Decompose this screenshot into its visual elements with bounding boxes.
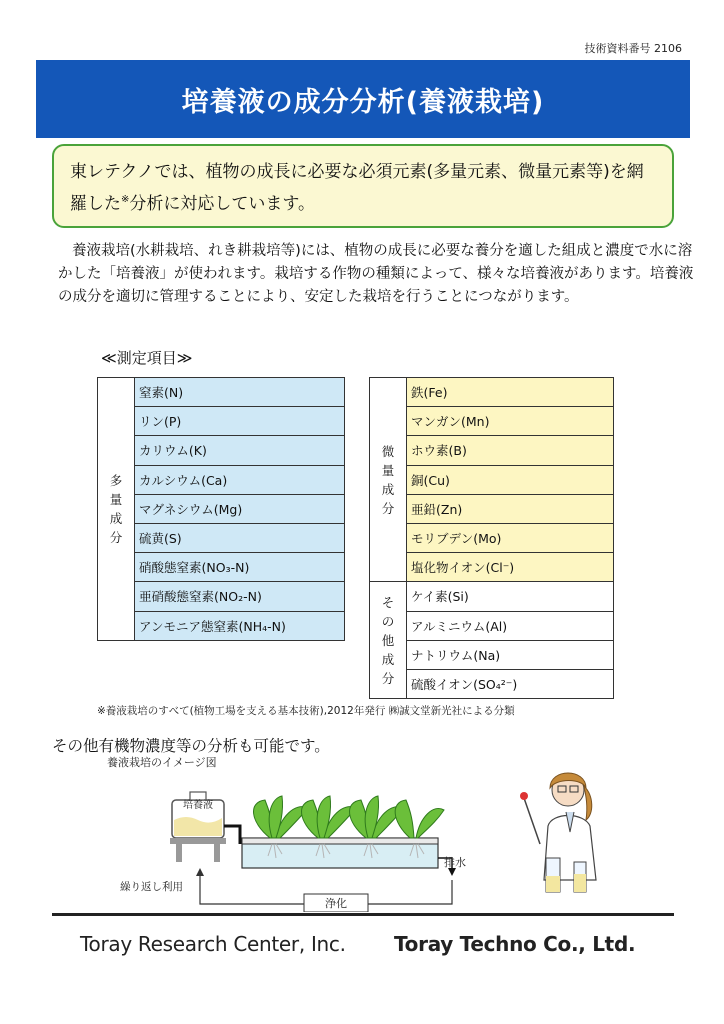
table-cell: 銅(Cu) (407, 465, 614, 494)
intro-paragraph: 養液栽培(水耕栽培、れき耕栽培等)には、植物の成長に必要な養分を適した組成と濃度で水に溶かした「培養液」が使われます。栽培する作物の種類によって、様々な培養液があります。培養液の成分を適切に管理することにより、安定した栽培を行うことにつながります。 (58, 243, 694, 305)
document-number: 技術資料番号 2106 (584, 42, 682, 55)
purify-label: 浄化 (325, 897, 347, 910)
table-cell: モリブデン(Mo) (407, 523, 614, 552)
table-cell: カルシウム(Ca) (135, 465, 345, 494)
micro-other-components-table (369, 377, 614, 699)
table-cell: 鉄(Fe) (407, 378, 614, 407)
micro-category-cell (370, 378, 407, 582)
hydroponics-illustration (100, 762, 620, 912)
table-cell: リン(P) (135, 407, 345, 436)
lead-note-mark: ※ (121, 194, 130, 205)
tank-label: 培養液 (183, 800, 213, 811)
table-cell: マグネシウム(Mg) (135, 494, 345, 523)
illustration-caption: 養液栽培のイメージ図 (107, 756, 217, 769)
lead-summary-box (52, 144, 674, 228)
table-cell: マンガン(Mn) (407, 407, 614, 436)
table-cell: 硝酸態窒素(NO₃-N) (135, 553, 345, 582)
table-cell: 亜鉛(Zn) (407, 494, 614, 523)
micro-category-label: 微量成分 (381, 443, 395, 516)
table-cell: 窒素(N) (135, 378, 345, 407)
growing-trough (242, 838, 438, 868)
table-cell: カリウム(K) (135, 436, 345, 465)
macro-category-label: 多量成分 (109, 472, 123, 545)
macro-components-table (97, 377, 345, 641)
table-cell: 亜硝酸態窒素(NO₂-N) (135, 582, 345, 611)
title-banner (36, 60, 690, 138)
footer-divider (52, 913, 674, 916)
page-title: 培養液の成分分析(養液栽培) (181, 86, 545, 118)
table-cell: アルミニウム(Al) (407, 611, 614, 640)
company-name-techno: Toray Techno Co., Ltd. (394, 932, 636, 956)
drain-label: 排水 (444, 856, 466, 869)
recycle-label: 繰り返し利用 (120, 881, 183, 893)
table-cell: 硫黄(S) (135, 523, 345, 552)
lettuce-plants (254, 796, 444, 838)
macro-category-cell (98, 378, 135, 641)
measurement-items-heading: ≪測定項目≫ (101, 349, 193, 367)
other-analysis-note: その他有機物濃度等の分析も可能です。 (52, 737, 330, 755)
table-cell: アンモニア態窒素(NH₄-N) (135, 611, 345, 640)
table-cell: 塩化物イオン(Cl⁻) (407, 553, 614, 582)
other-category-cell (370, 582, 407, 699)
source-footnote: ※養液栽培のすべて(植物工場を支える基本技術),2012年発行 ㈱誠文堂新光社による分類 (97, 705, 515, 717)
table-cell: ナトリウム(Na) (407, 640, 614, 669)
other-category-label: その他成分 (381, 594, 395, 686)
lead-text: 東レテクノでは、植物の成長に必要な必須元素(多量元素、微量元素等)を網羅した (70, 162, 644, 214)
company-name-research-center: Toray Research Center, Inc. (80, 932, 346, 956)
researcher-figure (520, 773, 596, 892)
table-cell: ホウ素(B) (407, 436, 614, 465)
table-cell: ケイ素(Si) (407, 582, 614, 611)
lead-text-end: 分析に対応しています。 (129, 194, 316, 214)
table-cell: 硫酸イオン(SO₄²⁻) (407, 669, 614, 698)
